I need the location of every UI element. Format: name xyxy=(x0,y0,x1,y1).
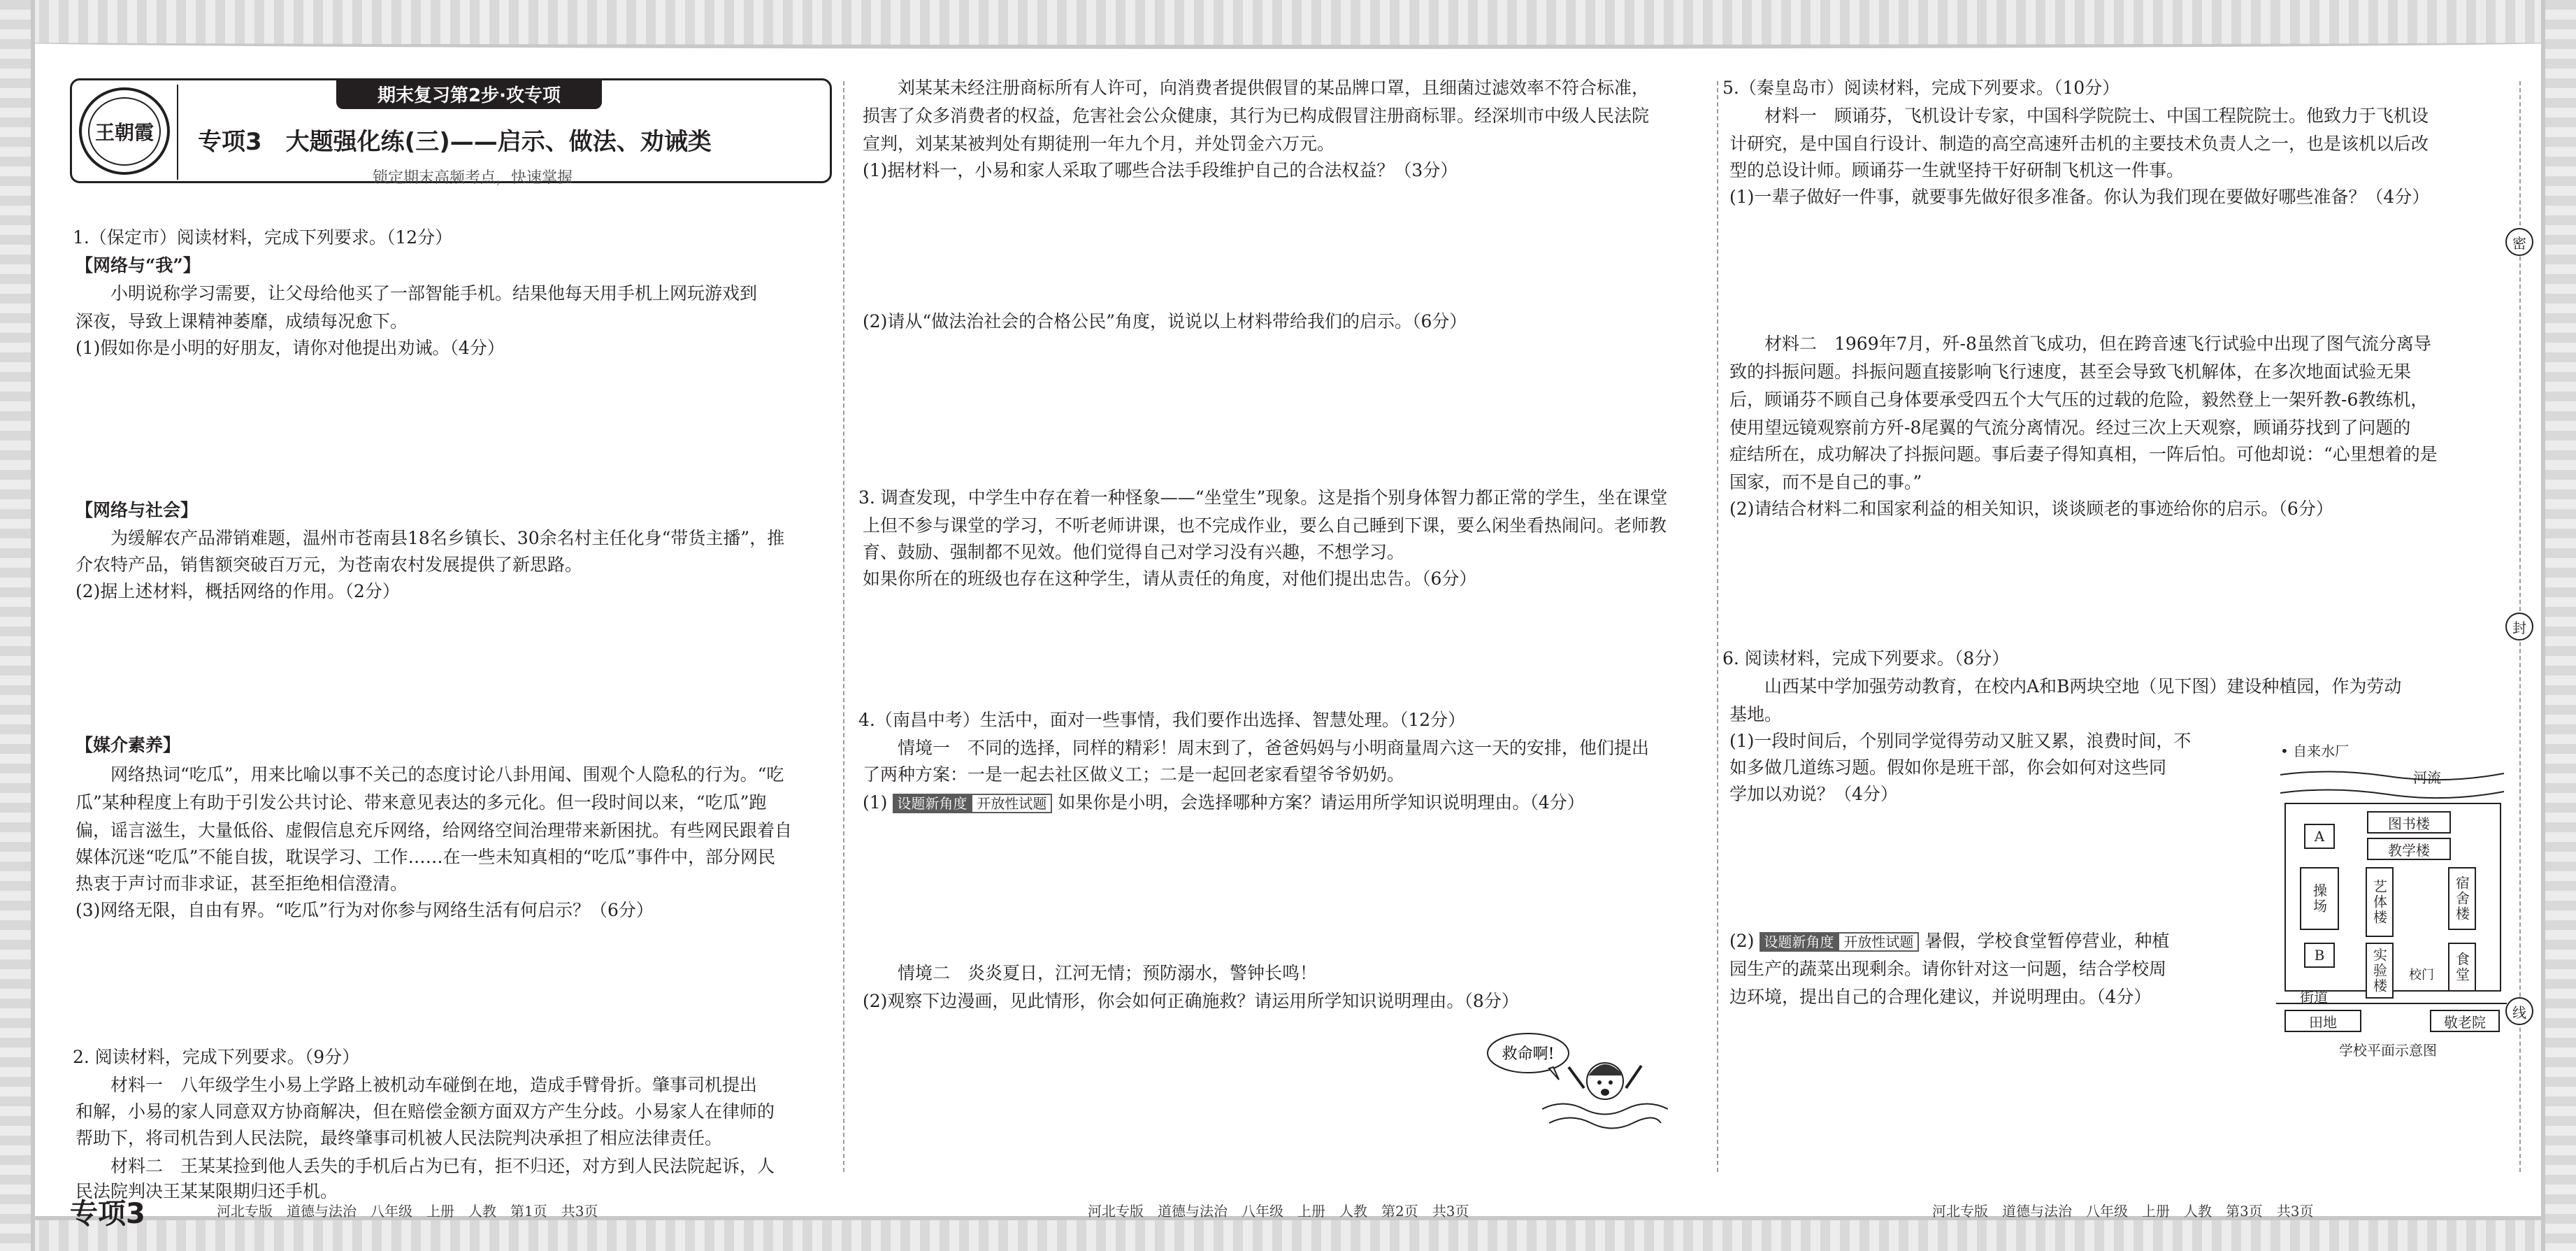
q5-material1-line2: 计研究，是中国自行设计、制造的高空高速歼击机的主要技术负责人之一，也是该机以后改 xyxy=(1729,134,2429,154)
q2-material1-line3: 帮助下，将司机告到人民法院，最终肇事司机被人民法院判决承担了相应法律责任。 xyxy=(75,1128,723,1148)
wavy-border-top xyxy=(0,0,2576,49)
page-subtitle: 锁定期末高频考点，快速掌握 xyxy=(373,169,573,187)
q5-question2: (2)请结合材料二和国家利益的相关知识，谈谈顾老的事迹给你的启示。（6分） xyxy=(1729,499,2333,519)
wavy-border-bottom xyxy=(0,1216,2576,1251)
logo-text: 王朝霞 xyxy=(94,120,154,144)
column-2 xyxy=(857,53,1717,1220)
q5-material1-line3: 型的总设计师。顾诵芬一生就坚持干好研制飞机这一件事。 xyxy=(1729,160,2185,180)
q5-material2-line1: 材料二 1969年7月，歼-8虽然首飞成功，但在跨音速飞行试验中出现了图气流分离导 xyxy=(1764,334,2431,354)
footer-page2: 河北专版 道德与法治 八年级 上册 人教 第2页 共3页 xyxy=(1088,1203,1469,1220)
q4-situation2: 情境二 炎炎夏日，江河无情；预防溺水，警钟长鸣！ xyxy=(898,963,1318,983)
q1-question3: (3)网络无限，自由有界。“吃瓜”行为对你参与网络生活有何启示？（6分） xyxy=(75,900,654,920)
q3-line3: 育、鼓励、强制都不见效。他们觉得自己对学习没有兴趣，不想学习。 xyxy=(863,542,1405,562)
q4-question1-text: 如果你是小明，会选择哪种方案？请运用所学知识说明理由。（4分） xyxy=(1058,792,1585,813)
q5-material2-line2: 致的抖振问题。抖振问题直接影响飞行速度，甚至会导致飞机解体，在多次地面试验无果 xyxy=(1729,362,2412,382)
open-question-tag: 开放性试题 xyxy=(971,794,1052,813)
open-question-tag: 开放性试题 xyxy=(1838,932,1919,952)
q6-question2-num: (2) xyxy=(1729,931,1755,951)
q6-question2-text: 暑假，学校食堂暂停营业，种植 xyxy=(1924,931,2170,951)
header-box xyxy=(70,78,832,187)
map-caption: 学校平面示意图 xyxy=(2339,1042,2437,1059)
drowning-cartoon xyxy=(1486,1025,1668,1144)
map-street: 街道 xyxy=(2300,989,2328,1006)
q1-material3-head: 【媒介素养】 xyxy=(75,735,181,755)
map-waterworks: • 自来水厂 xyxy=(2280,743,2350,759)
q1-title: 1.（保定市）阅读材料，完成下列要求。（12分） xyxy=(73,227,453,248)
page-content xyxy=(39,53,2537,1230)
q1-material3-line2: 瓜”某种程度上有助于引发公共讨论、带来意见表达的多元化。但一段时间以来，“吃瓜”跑 xyxy=(75,792,767,813)
q2-material1-line2: 和解，小易的家人同意双方协商解决，但在赔偿金额方面双方产生分歧。小易家人在律师的 xyxy=(75,1101,775,1122)
map-teaching-building: 教学楼 xyxy=(2367,838,2451,860)
q3-line1: 3. 调查发现，中学生中存在着一种怪象——“坐堂生”现象。这是指个别身体智力都正常的学生，坐在课堂 xyxy=(858,487,1668,508)
map-canteen: 食堂 xyxy=(2448,943,2476,992)
q2-title: 2. 阅读材料，完成下列要求。（9分） xyxy=(73,1047,360,1067)
seal-mark-3: 线 xyxy=(2505,997,2533,1025)
q5-material2-line6: 国家，而不是自己的事。” xyxy=(1729,472,1922,492)
brand-logo xyxy=(79,87,170,175)
q1-material2-head: 【网络与社会】 xyxy=(75,500,199,520)
header-divider xyxy=(177,85,178,180)
header-tab: 期末复习第2步·攻专项 xyxy=(336,78,602,109)
map-art-building: 艺体楼 xyxy=(2366,867,2394,937)
map-river-label: 河流 xyxy=(2413,769,2441,786)
q5-material2-line3: 后，顾诵芬不顾自己身体要承受四五个大气压的过载的危险，毅然登上一架歼教-6教练机， xyxy=(1729,389,2429,410)
column-separator-2 xyxy=(1717,81,1718,1172)
q2-material2-line5: 宣判，刘某某被判处有期徒刑一年九个月，并处罚金六万元。 xyxy=(863,134,1335,154)
q6-question1-line1: (1)一段时间后，个别同学觉得劳动又脏又累，浪费时间，不 xyxy=(1729,731,2192,751)
q4-question1-num: (1) xyxy=(863,792,888,813)
map-plot-a: A xyxy=(2304,824,2335,849)
q1-question1: (1)假如你是小明的好朋友，请你对他提出劝诫。（4分） xyxy=(75,338,505,358)
map-gate: 校门 xyxy=(2409,968,2434,982)
seal-mark-2: 封 xyxy=(2505,613,2533,641)
new-angle-tag: 设题新角度 xyxy=(1760,932,1838,952)
q1-material3-line4: 媒体沉迷“吃瓜”不能自拔，耽误学习、工作……在一些未知真相的“吃瓜”事件中，部分网民 xyxy=(75,847,776,867)
map-playground: 操场 xyxy=(2300,867,2339,930)
q2-material2-line2: 民法院判决王某某限期归还手机。 xyxy=(75,1181,338,1201)
footer-page1: 河北专版 道德与法治 八年级 上册 人教 第1页 共3页 xyxy=(217,1203,598,1220)
q2-material1-line1: 材料一 八年级学生小易上学路上被机动车碰倒在地，造成手臂骨折。肇事司机提出 xyxy=(110,1075,758,1095)
footer-page3: 河北专版 道德与法治 八年级 上册 人教 第3页 共3页 xyxy=(1932,1203,2314,1220)
q5-material2-line5: 症结所在，成功解决了抖振问题。事后妻子得知真相，一阵后怕。可他却说：“心里想着的是 xyxy=(1729,444,2438,464)
q6-question1-line3: 学加以劝说？（4分） xyxy=(1729,784,1898,804)
q1-material1-head: 【网络与“我”】 xyxy=(75,255,201,276)
column-3 xyxy=(1722,53,2505,1220)
q6-question1-line2: 如多做几道练习题。假如你是班干部，你会如何对这些同 xyxy=(1729,757,2167,778)
q2-question2: (2)请从“做法治社会的合格公民”角度，说说以上材料带给我们的启示。（6分） xyxy=(863,311,1467,331)
q3-line4: 如果你所在的班级也存在这种学生，请从责任的角度，对他们提出忠告。（6分） xyxy=(863,569,1477,589)
q5-title: 5.（秦皇岛市）阅读材料，完成下列要求。（10分） xyxy=(1722,78,2120,98)
map-river-lines xyxy=(2276,761,2507,803)
q1-material3-line5: 热衷于声讨而非求证，甚至拒绝相信澄清。 xyxy=(75,873,408,894)
q4-question1 xyxy=(863,789,1585,817)
q1-material2-line1: 为缓解农产品滞销难题，温州市苍南县18名乡镇长、30余名村主任化身“带货主播”，推 xyxy=(110,528,785,548)
column-1 xyxy=(70,53,839,1230)
q6-material-line2: 基地。 xyxy=(1729,704,1783,724)
q4-title: 4.（南昌中考）生活中，面对一些事情，我们要作出选择、智慧处理。（12分） xyxy=(858,710,1466,730)
q5-question1: (1)一辈子做好一件事，就要事先做好很多准备。你认为我们现在要做好哪些准备？（4分） xyxy=(1729,187,2430,207)
q1-material3-line1: 网络热词“吃瓜”，用来比喻以事不关己的态度讨论八卦用闻、围观个人隐私的行为。“吃 xyxy=(110,764,784,785)
q6-question2-line3: 边环境，提出自己的合理化建议，并说明理由。（4分） xyxy=(1729,987,2152,1007)
q6-question2-line2: 园生产的蔬菜出现剩余。请你针对这一问题，结合学校周 xyxy=(1729,959,2167,979)
wavy-border-right xyxy=(2541,0,2576,1251)
map-dormitory: 宿舍楼 xyxy=(2448,867,2476,930)
q2-question1: (1)据材料一，小易和家人采取了哪些合法手段维护自己的合法权益？（3分） xyxy=(863,160,1458,180)
q6-title: 6. 阅读材料，完成下列要求。（8分） xyxy=(1722,648,2010,669)
q5-material2-line4: 使用望远镜观察前方歼-8尾翼的气流分离情况。经过三次上天观察，顾诵芬找到了问题的 xyxy=(1729,417,2411,438)
q5-material1-line1: 材料一 顾诵芬，飞机设计专家，中国科学院院士、中国工程院院士。他致力于飞机设 xyxy=(1764,106,2429,126)
q1-material1-line1: 小明说称学习需要，让父母给他买了一部智能手机。结果他每天用手机上网玩游戏到 xyxy=(110,283,758,303)
map-library: 图书楼 xyxy=(2367,811,2451,834)
q1-material2-line2: 介农特产品，销售额突破百万元，为苍南农村发展提供了新思路。 xyxy=(75,555,583,575)
q3-line2: 上但不参与课堂的学习，不听老师讲课，也不完成作业，要么自己睡到下课，要么闲坐看热闹问。老师教 xyxy=(863,515,1667,536)
q2-material2-line4: 损害了众多消费者的权益，危害社会公众健康，其行为已构成假冒注册商标罪。经深圳市中级人民法院 xyxy=(863,106,1650,126)
q1-question2: (2)据上述材料，概括网络的作用。（2分） xyxy=(75,581,400,601)
footer-section-label: 专项3 xyxy=(70,1198,145,1230)
q4-situation1-line1: 情境一 不同的选择，同样的精彩！周末到了，爸爸妈妈与小明商量周六这一天的安排，他们提出 xyxy=(898,738,1650,758)
page-title: 专项3 大题强化练(三)——启示、做法、劝诫类 xyxy=(198,128,712,156)
q6-question2-line1 xyxy=(1729,927,2169,955)
q6-material-line1: 山西某中学加强劳动教育，在校内A和B两块空地（见下图）建设种植园，作为劳动 xyxy=(1764,676,2402,696)
q4-situation1-line2: 了两种方案：一是一起去社区做义工；二是一起回老家看望爷爷奶奶。 xyxy=(863,764,1405,785)
wavy-border-left xyxy=(0,0,35,1251)
q4-question2: (2)观察下边漫画，见此情形，你会如何正确施救？请运用所学知识说明理由。（8分） xyxy=(863,991,1519,1011)
q2-material2-line3: 刘某某未经注册商标所有人许可，向消费者提供假冒的某品牌口罩，且细菌过滤效率不符合标准， xyxy=(898,78,1650,98)
column-separator-1 xyxy=(843,81,844,1172)
q1-material3-line3: 偏，谣言滋生，大量低俗、虚假信息充斥网络，给网络空间治理带来新困扰。有些网民跟着自 xyxy=(75,820,793,841)
new-angle-tag: 设题新角度 xyxy=(893,794,971,813)
school-map xyxy=(2276,740,2507,1061)
map-elderly-home: 敬老院 xyxy=(2430,1010,2500,1032)
map-plot-b: B xyxy=(2304,943,2335,968)
map-lab-building: 实验楼 xyxy=(2366,943,2394,999)
map-street-line xyxy=(2276,1003,2507,1004)
cartoon-speech-text: 救命啊! xyxy=(1502,1045,1555,1063)
q2-material2-line1: 材料二 王某某捡到他人丢失的手机后占为已有，拒不归还，对方到人民法院起诉，人 xyxy=(110,1156,775,1176)
map-field: 田地 xyxy=(2284,1010,2361,1032)
seal-mark-1: 密 xyxy=(2505,228,2533,256)
q1-material1-line2: 深夜，导致上课精神萎靡，成绩每况愈下。 xyxy=(75,311,408,331)
